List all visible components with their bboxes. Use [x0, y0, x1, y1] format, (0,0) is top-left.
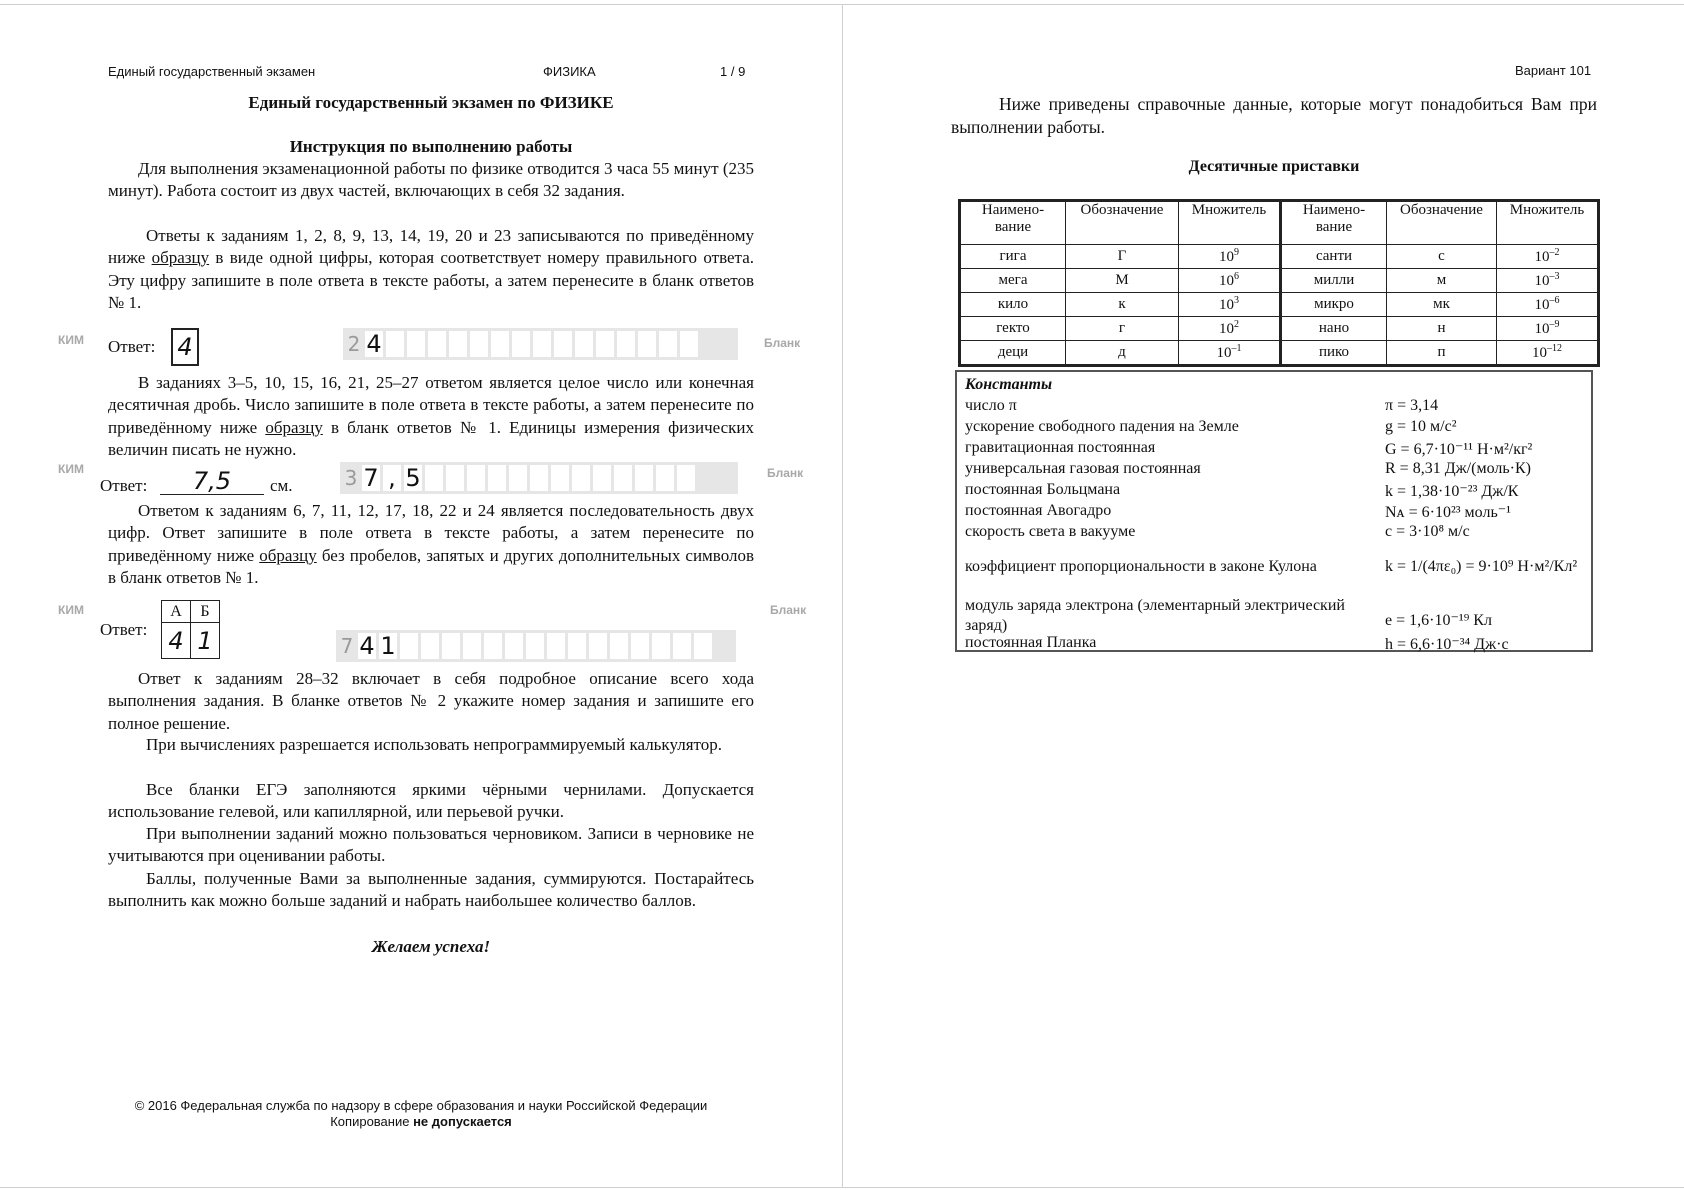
sample-link: образцу — [259, 545, 317, 565]
column-b-header: Б — [191, 601, 220, 623]
constant-value: R = 8,31 Дж/(моль·К) — [1385, 460, 1531, 477]
sample-link: образцу — [151, 248, 210, 268]
column-a-value: 4 — [162, 623, 191, 659]
prefix-symbol: мк — [1387, 293, 1497, 317]
strip-cell — [386, 331, 404, 357]
strip-cell — [673, 633, 691, 659]
prefix-name: гига — [960, 245, 1066, 269]
constant-value: e = 1,6·10⁻¹⁹ Кл — [1385, 612, 1492, 629]
prefix-multiplier: $10^3$ — [1179, 293, 1281, 317]
prefix-multiplier: $10^{-2}$ — [1497, 245, 1599, 269]
strip-cell — [617, 331, 635, 357]
strip-cell — [635, 465, 653, 491]
strip-cell — [547, 633, 565, 659]
prefix-symbol: М — [1066, 269, 1179, 293]
constant-name: коэффициент пропорциональности в законе Кулона — [965, 558, 1317, 575]
reference-intro: Ниже приведены справочные данные, которые могут понадобиться Вам при выполнении работы. — [951, 94, 1597, 137]
answer-unit: см. — [270, 476, 293, 495]
strip-cell — [491, 331, 509, 357]
constant-name: гравитационная постоянная — [965, 439, 1156, 456]
prefix-symbol: м — [1387, 269, 1497, 293]
strip-cell — [680, 331, 698, 357]
prefix-symbol: н — [1387, 317, 1497, 341]
strip-cell — [631, 633, 649, 659]
strip-cell — [488, 465, 506, 491]
strip-task-number: 2 — [347, 332, 361, 356]
variant-label: Вариант 101 — [1515, 63, 1592, 78]
prefix-multiplier: $10^{-9}$ — [1497, 317, 1599, 341]
blank-strip — [340, 462, 738, 494]
kim-label: КИМ — [58, 603, 84, 617]
constant-name: постоянная Планка — [965, 634, 1097, 651]
blank-strip — [336, 630, 736, 662]
strip-cell — [505, 633, 523, 659]
table-row — [960, 269, 1599, 293]
answer-box: 4 — [171, 328, 199, 366]
constant-name: постоянная Больцмана — [965, 481, 1121, 498]
prefix-name: кило — [960, 293, 1066, 317]
strip-task-number: 3 — [344, 466, 358, 490]
header-name: Наимено-вание — [960, 201, 1066, 245]
strip-cell — [421, 633, 439, 659]
prefix-name: гекто — [960, 317, 1066, 341]
constant-value: c = 3·10⁸ м/с — [1385, 523, 1470, 540]
constant-name: число π — [965, 397, 1017, 414]
strip-cell — [575, 331, 593, 357]
strip-cell — [589, 633, 607, 659]
strip-cell — [509, 465, 527, 491]
prefix-symbol: п — [1387, 341, 1497, 366]
strip-cell — [656, 465, 674, 491]
strip-cell — [593, 465, 611, 491]
prefix-multiplier: $10^{-6}$ — [1497, 293, 1599, 317]
answer-table — [161, 600, 220, 659]
constant-name: универсальная газовая постоянная — [965, 460, 1201, 477]
paragraph-ink: Все бланки ЕГЭ заполняются яркими чёрными чернилами. Допускается использование гелевой, или капиллярной, или перьевой ручки. — [108, 780, 754, 822]
strip-cell — [449, 331, 467, 357]
blank-strip — [343, 328, 738, 360]
constant-value: Nᴀ = 6·10²³ моль⁻¹ — [1385, 504, 1511, 521]
paragraph-decimal: В заданиях 3–5, 10, 15, 16, 21, 25–27 ответом является целое число или конечная десятичная дробь. Число запишите в поле ответа в тексте работы, а затем перенесите по приведённому ниже образцу в бланк ответов № 1. Единицы измерения физических величин писать не нужно. — [108, 373, 754, 460]
strip-cell — [428, 331, 446, 357]
prefix-name: пико — [1281, 341, 1387, 366]
header-symbol: Обозначение — [1066, 201, 1179, 245]
constant-value: k = 1/(4πε₀) = 9·10⁹ Н·м²/Кл² — [1385, 558, 1578, 575]
constant-value: g = 10 м/с² — [1385, 418, 1457, 435]
strip-cell — [614, 465, 632, 491]
strip-cell — [572, 465, 590, 491]
constant-value: k = 1,38·10⁻²³ Дж/К — [1385, 483, 1519, 500]
strip-cell — [425, 465, 443, 491]
constant-name: постоянная Авогадро — [965, 502, 1112, 519]
constant-name: ускорение свободного падения на Земле — [965, 418, 1239, 435]
paragraph-detailed: Ответ к заданиям 28–32 включает в себя подробное описание всего хода выполнения задания. В бланке ответов № 2 укажите номер задания и запишите его полное решение. — [108, 669, 754, 733]
prefix-multiplier: $10^2$ — [1179, 317, 1281, 341]
constants-box — [955, 370, 1593, 652]
header-exam: Единый государственный экзамен — [108, 64, 316, 79]
strip-cell — [596, 331, 614, 357]
header-subject: ФИЗИКА — [543, 64, 596, 79]
header-symbol: Обозначение — [1387, 201, 1497, 245]
strip-cell: 4 — [359, 632, 375, 660]
strip-cell — [554, 331, 572, 357]
paragraph-calculator: При вычислениях разрешается использовать непрограммируемый калькулятор. — [146, 735, 722, 754]
strip-cell — [568, 633, 586, 659]
strip-cell — [467, 465, 485, 491]
prefix-symbol: с — [1387, 245, 1497, 269]
footer-copyright: © 2016 Федеральная служба по надзору в сфере образования и науки Российской Федерации — [134, 1098, 708, 1113]
prefix-name: деци — [960, 341, 1066, 366]
strip-cell — [407, 331, 425, 357]
prefix-multiplier: $10^9$ — [1179, 245, 1281, 269]
strip-cell — [470, 331, 488, 357]
prefix-name: милли — [1281, 269, 1387, 293]
exam-title: Единый государственный экзамен по ФИЗИКЕ — [248, 93, 614, 112]
constant-value: h = 6,6·10⁻³⁴ Дж·с — [1385, 636, 1509, 653]
paragraph-single-digit: Ответы к заданиям 1, 2, 8, 9, 13, 14, 19, 20 и 23 записываются по приведённому ниже образцу в виде одной цифры, которая соответствует номеру правильного ответа. Эту цифру запишите в поле ответа в тексте работы, а затем перенесите в бланк ответов № 1. — [108, 226, 754, 313]
header-name: Наимено-вание — [1281, 201, 1387, 245]
strip-cell — [526, 633, 544, 659]
column-a-header: А — [162, 601, 191, 623]
blank-label: Бланк — [770, 603, 807, 617]
strip-cell — [512, 331, 530, 357]
paragraph-draft: При выполнении заданий можно пользоваться черновиком. Записи в черновике не учитываются при оценивании работы. — [108, 824, 754, 866]
answer-line: 7,5 — [160, 468, 264, 495]
strip-cell — [652, 633, 670, 659]
prefix-name: санти — [1281, 245, 1387, 269]
table-row — [960, 341, 1599, 366]
kim-label: КИМ — [58, 333, 84, 347]
header-multiplier: Множитель — [1497, 201, 1599, 245]
prefix-symbol: к — [1066, 293, 1179, 317]
strip-task-number: 7 — [340, 634, 354, 658]
prefix-symbol: Г — [1066, 245, 1179, 269]
strip-cell — [638, 331, 656, 357]
table-row — [960, 245, 1599, 269]
prefix-symbol: д — [1066, 341, 1179, 366]
strip-cell — [442, 633, 460, 659]
prefix-multiplier: $10^{-1}$ — [1179, 341, 1281, 366]
strip-cell — [610, 633, 628, 659]
strip-cell — [463, 633, 481, 659]
prefix-name: микро — [1281, 293, 1387, 317]
footer-copying: Копирование не допускается — [330, 1114, 512, 1129]
constant-name: скорость света в вакууме — [965, 523, 1136, 540]
table-row — [960, 317, 1599, 341]
strip-cell — [677, 465, 695, 491]
table-row — [960, 293, 1599, 317]
blank-label: Бланк — [767, 466, 804, 480]
answer-label: Ответ: — [108, 337, 156, 356]
kim-label: КИМ — [58, 462, 84, 476]
blank-label: Бланк — [764, 336, 801, 350]
constant-name: модуль заряда электрона (элементарный электрический заряд) — [965, 597, 1345, 634]
prefix-multiplier: $10^{-12}$ — [1497, 341, 1599, 366]
strip-cell — [400, 633, 418, 659]
strip-cell — [659, 331, 677, 357]
answer-label: Ответ: — [100, 620, 148, 639]
constant-value: G = 6,7·10⁻¹¹ Н·м²/кг² — [1385, 441, 1533, 458]
prefix-symbol: г — [1066, 317, 1179, 341]
strip-cell — [551, 465, 569, 491]
strip-cell — [530, 465, 548, 491]
prefix-multiplier: $10^{-3}$ — [1497, 269, 1599, 293]
column-b-value: 1 — [191, 623, 220, 659]
strip-cell: 7 — [363, 464, 379, 492]
prefix-name: мега — [960, 269, 1066, 293]
wish-text: Желаем успеха! — [371, 937, 491, 956]
strip-cell: 5 — [405, 464, 421, 492]
paragraph-sequence: Ответом к заданиям 6, 7, 11, 12, 17, 18, 22 и 24 является последовательность двух цифр. Ответ запишите в поле ответа в тексте работы, а затем перенесите по приведённому ниже образцу без пробелов, запятых и других дополнительных символов в бланк ответов № 1. — [108, 501, 755, 588]
prefix-table-title: Десятичные приставки — [1188, 158, 1360, 175]
constants-title: Константы — [965, 376, 1053, 393]
sample-link: образцу — [265, 417, 323, 437]
paragraph-time: Для выполнения экзаменационной работы по физике отводится 3 часа 55 минут (235 минут). Работа состоит из двух частей, включающих в себя 32 задания. — [108, 159, 754, 201]
prefix-table — [958, 199, 1600, 367]
answer-label: Ответ: — [100, 476, 148, 495]
strip-cell — [533, 331, 551, 357]
header-page-number: 1 / 9 — [720, 64, 746, 79]
strip-cell: 4 — [366, 330, 382, 358]
instruction-title: Инструкция по выполнению работы — [289, 137, 573, 156]
prefix-name: нано — [1281, 317, 1387, 341]
paragraph-points: Баллы, полученные Вами за выполненные задания, суммируются. Постарайтесь выполнить как можно больше заданий и набрать наибольшее количество баллов. — [108, 869, 754, 911]
strip-cell — [446, 465, 464, 491]
strip-cell — [694, 633, 712, 659]
strip-cell: , — [383, 465, 401, 491]
prefix-multiplier: $10^6$ — [1179, 269, 1281, 293]
constant-value: π = 3,14 — [1385, 397, 1439, 414]
strip-cell — [484, 633, 502, 659]
strip-cell: 1 — [380, 632, 396, 660]
header-multiplier: Множитель — [1179, 201, 1281, 245]
